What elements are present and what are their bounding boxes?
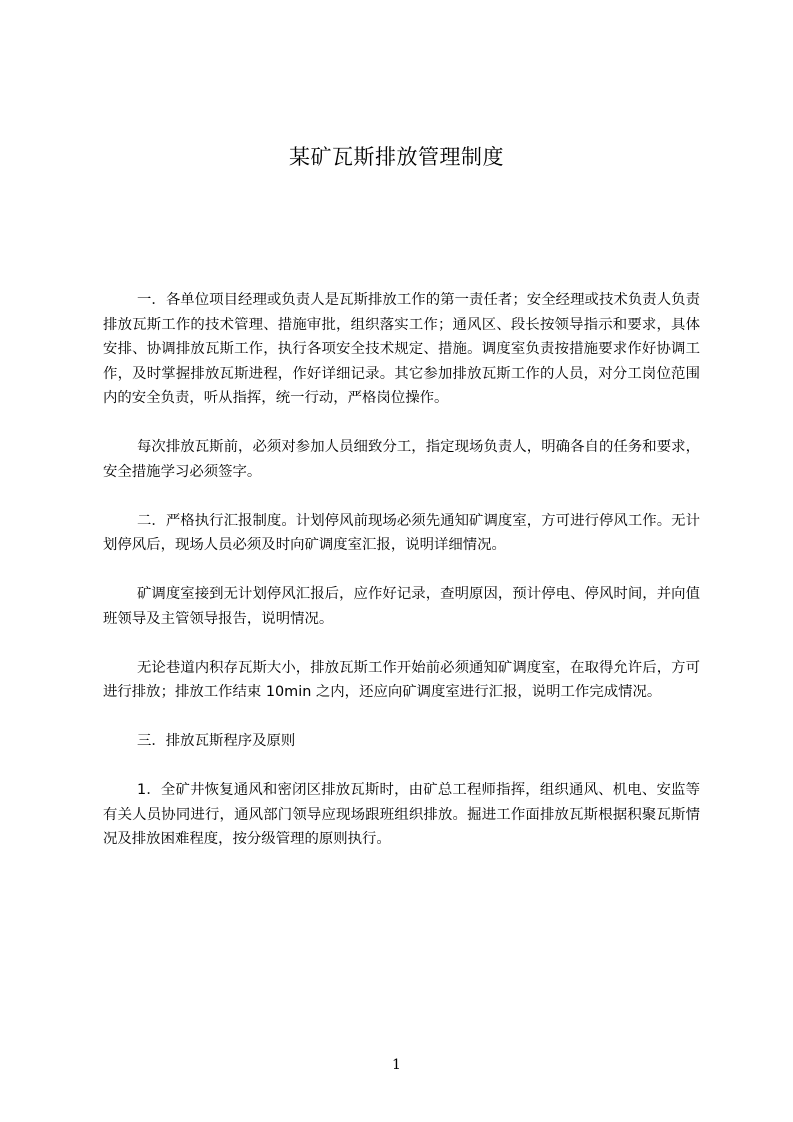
- document-body: [103, 288, 700, 852]
- paragraph-responsibility: 一．各单位项目经理或负责人是瓦斯排放工作的第一责任者；安全经理或技术负责人负责排放瓦斯工作的技术管理、措施审批，组织落实工作；通风区、段长按领导指示和要求，具体安排、协调排放瓦斯工作，执行各项安全技术规定、措施。调度室负责按措施要求作好协调工作，及时掌握排放瓦斯进程，作好详细记录。其它参加排放瓦斯工作的人员，对分工岗位范围内的安全负责，听从指挥，统一行动，严格岗位操作。: [103, 292, 700, 406]
- paragraph-spacer: [103, 705, 700, 730]
- paragraph-spacer: [103, 754, 700, 779]
- paragraph-procedure-1: 1．全矿井恢复通风和密闭区排放瓦斯时，由矿总工程师指挥，组织通风、机电、安监等有关人员协同进行，通风部门领导应现场跟班组织排放。掘进工作面排放瓦斯根据积聚瓦斯情况及排放困难程度，按分级管理的原则执行。: [103, 782, 700, 847]
- paragraph-reporting-system: 二．严格执行汇报制度。计划停风前现场必须先通知矿调度室，方可进行停风工作。无计划停风后，现场人员必须及时向矿调度室汇报，说明详细情况。: [103, 512, 700, 553]
- paragraph-spacer: [103, 631, 700, 656]
- paragraph-spacer: [103, 411, 700, 436]
- paragraph-division-of-labor: 每次排放瓦斯前，必须对参加人员细致分工，指定现场负责人，明确各自的任务和要求，安全措施学习必须签字。: [103, 439, 700, 480]
- page-number: 1: [392, 1057, 401, 1073]
- paragraph-notification: 无论巷道内积存瓦斯大小，排放瓦斯工作开始前必须通知矿调度室，在取得允许后，方可进行排放；排放工作结束 10min 之内，还应向矿调度室进行汇报，说明工作完成情况。: [103, 659, 700, 700]
- document-title: 某矿瓦斯排放管理制度: [289, 145, 504, 169]
- paragraph-dispatch-room: 矿调度室接到无计划停风汇报后，应作好记录，查明原因，预计停电、停风时间，并向值班领导及主管领导报告，说明情况。: [103, 586, 700, 627]
- paragraph-spacer: [103, 484, 700, 509]
- section-heading-procedure: 三．排放瓦斯程序及原则: [137, 733, 296, 749]
- paragraph-spacer: [103, 558, 700, 583]
